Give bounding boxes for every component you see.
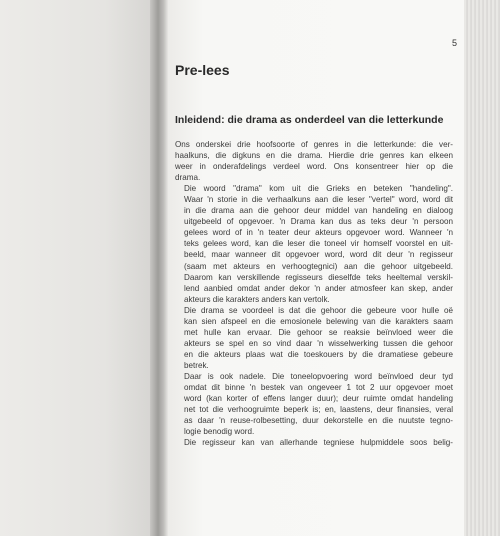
- text-line: beeld, maar wanneer dit opgevoer word, word dit deur 'n regisseur: [184, 250, 453, 260]
- text-line: Daar is ook nadele. Die toneelopvoering word beïnvloed deur tyd: [184, 371, 453, 381]
- text-line: Daarom kan verskillende regisseurs dieselfde teks heeltemal verskil-: [184, 272, 453, 282]
- text-line: met hulle kan ervaar. Die gehoor se reaksie beïnvloed weer die: [184, 327, 453, 337]
- left-page: [0, 0, 150, 536]
- text-line: kan sien afspeel en die emosionele belewing van die karakters saam: [184, 316, 453, 326]
- text-line: omdat dit binne 'n bestek van ongeveer 1 tot 2 uur opgevoer moet: [184, 383, 453, 393]
- text-line: as daar 'n reuse-rolbesetting, duur dekorstelle en die nuutste tegno-: [184, 416, 453, 426]
- text-line: en die akteurs plaas wat die toeskouers by die dramatiese gebeure: [184, 349, 453, 359]
- text-line: Die regisseur kan van allerhande tegniese hulpmiddele soos belig-: [184, 438, 453, 448]
- text-line: teks gelees word, kan die leser die toneel vir homself voorstel en uit-: [184, 239, 453, 249]
- text-line: Waar 'n storie in die verhaalkuns aan die leser "vertel" word, word dit: [184, 195, 453, 205]
- text-line: gelees word of in 'n teater deur akteurs opgevoer word. Wanneer 'n: [184, 228, 453, 238]
- chapter-title: Pre-lees: [175, 62, 230, 78]
- text-line: Ons onderskei drie hoofsoorte of genres in die letterkunde: die ver-: [175, 140, 453, 149]
- text-line: haalkuns, die digkuns en die drama. Hierdie drie genres kan elkeen: [175, 151, 453, 161]
- text-line: logie benodig word.: [184, 427, 255, 437]
- text-line: lend aanbied omdat ander dekor 'n ander atmosfeer kan skep, ander: [184, 283, 453, 293]
- text-line: Die woord "drama" kom uit die Grieks en beteken "handeling".: [184, 184, 453, 194]
- text-line: drama.: [175, 173, 201, 183]
- text-line: weer in onderafdelings verdeel word. Ons konsentreer hier op die: [175, 162, 453, 172]
- paragraph-4: [175, 371, 453, 437]
- paragraph-1: [175, 139, 453, 183]
- body-text: [175, 139, 453, 448]
- text-line: net tot die verhoogruimte beperk is; en, laastens, deur finansies, veral: [184, 405, 453, 415]
- text-line: akteurs se spel en so vind daar 'n wisselwerking tussen die gehoor: [184, 338, 453, 348]
- paragraph-5: [175, 437, 453, 448]
- paragraph-2: [175, 183, 453, 305]
- paragraph-3: [175, 305, 453, 371]
- text-line: (saam met akteurs en verhoogtegnici) aan die gehoor uitgebeeld.: [184, 261, 453, 271]
- text-line: betrek.: [184, 360, 209, 370]
- text-line: uitgebeeld of opgevoer. 'n Drama kan dus as teks deur 'n persoon: [184, 217, 453, 227]
- text-line: akteurs die karakters anders kan vertolk.: [184, 294, 330, 304]
- page-edges: [464, 0, 500, 536]
- page-number: 5: [452, 38, 458, 48]
- text-line: in die drama aan die gehoor deur middel van handeling en dialoog: [184, 206, 453, 216]
- book-spine: [150, 0, 168, 536]
- text-line: Die drama se voordeel is dat die gehoor die gebeure voor hulle oë: [184, 305, 453, 315]
- text-line: word (kan korter of effens langer duur); deur ruimte omdat handeling: [184, 394, 453, 404]
- section-heading: Inleidend: die drama as onderdeel van die letterkunde: [175, 114, 444, 126]
